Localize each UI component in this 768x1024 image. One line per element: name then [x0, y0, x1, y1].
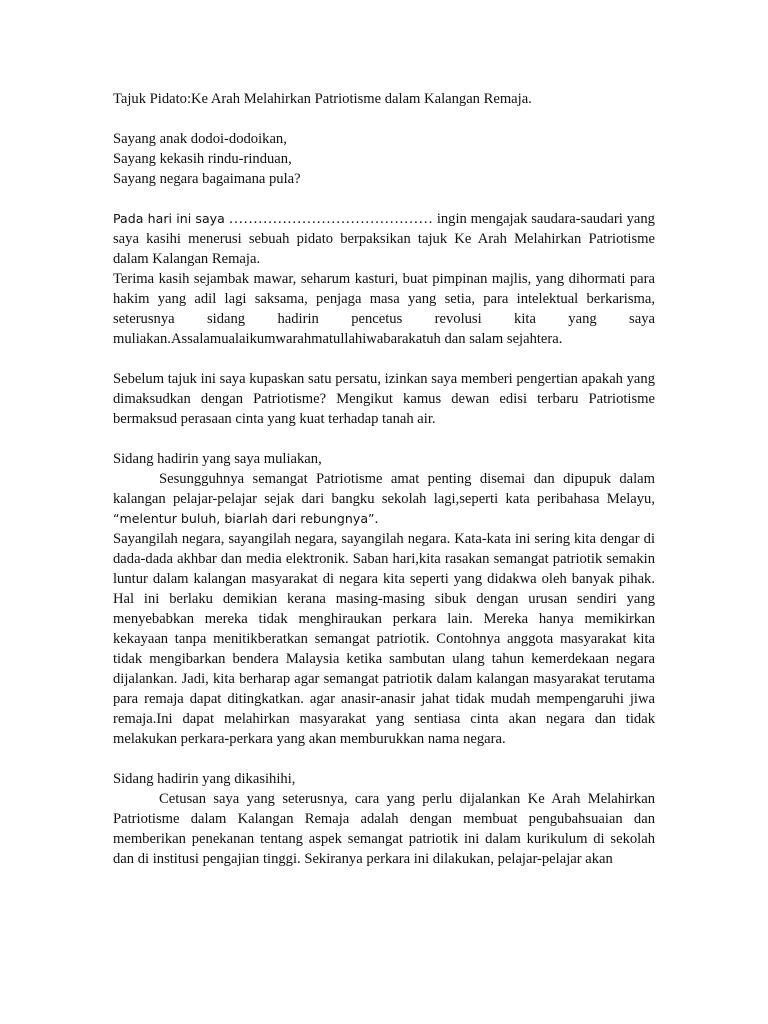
pantun-line: Sayang anak dodoi-dodoikan,: [113, 131, 287, 147]
intro-rest: ingin mengajak saudara-saudari yang saya kasihi menerusi sebuah pidato berpaksikan tajuk Ke Arah Melahirkan Patriotisme dalam Kalangan Remaja.: [113, 211, 655, 267]
pantun-line: Sayang kekasih rindu-rinduan,: [113, 151, 292, 167]
intro-paragraph: [113, 209, 655, 269]
point-two-paragraph: Cetusan saya yang seterusnya, cara yang perlu dijalankan Ke Arah Melahirkan Patriotisme dalam Kalangan Remaja adalah dengan membuat pengubahsuaian dan memberikan penekanan tentang aspek semangat patriotik ini dalam kurikulum di sekolah dan di institusi pengajian tinggi. Sekiranya perkara ini dilakukan, pelajar-pelajar akan: [113, 791, 655, 867]
definition-paragraph: Sebelum tajuk ini saya kupaskan satu persatu, izinkan saya memberi pengertian apakah yang dimaksudkan dengan Patriotisme? Mengikut kamus dewan edisi terbaru Patriotisme bermaksud perasaan cinta yang kuat terhadap tanah air.: [113, 371, 655, 427]
point-one-paragraph: [113, 469, 655, 529]
spacer: [113, 109, 655, 129]
spacer: [113, 189, 655, 209]
spacer: [113, 429, 655, 449]
speech-title: Tajuk Pidato:Ke Arah Melahirkan Patriotisme dalam Kalangan Remaja.: [113, 91, 532, 107]
spacer: [113, 749, 655, 769]
salutation-heading: Sidang hadirin yang dikasihihi,: [113, 771, 296, 787]
pantun-verse: [113, 129, 655, 189]
proverb-quote: “melentur buluh, biarlah dari rebungnya”: [113, 511, 375, 526]
salutation-heading: Sidang hadirin yang saya muliakan,: [113, 451, 322, 467]
pantun-line: Sayang negara bagaimana pula?: [113, 171, 301, 187]
intro-lead: Pada hari ini saya: [113, 211, 225, 226]
document-page: [113, 89, 655, 869]
name-blank: ……………………………………: [228, 211, 433, 227]
spacer: [113, 349, 655, 369]
point-one-text: Sesungguhnya semangat Patriotisme amat penting disemai dan dipupuk dalam kalangan pelajar-pelajar sejak dari bangku sekolah lagi,seperti kata peribahasa Melayu,: [113, 471, 655, 507]
greeting-paragraph: Terima kasih sejambak mawar, seharum kasturi, buat pimpinan majlis, yang dihormati para hakim yang adil lagi saksama, penjaga masa yang setia, para intelektual berkarisma, seterusnya sidang hadirin pencetus revolusi kita yang saya muliakan.Assalamualaikumwarahmatullahiwabarakatuh dan salam sejahtera.: [113, 271, 655, 347]
body-paragraph: Sayangilah negara, sayangilah negara, sayangilah negara. Kata-kata ini sering kita dengar di dada-dada akhbar dan media elektronik. Saban hari,kita rasakan semangat patriotik semakin luntur dalam kalangan masyarakat di negara kita seperti yang didakwa oleh banyak pihak. Hal ini berlaku demikian kerana masing-masing sibuk dengan urusan sendiri yang menyebabkan mereka tidak menghiraukan perkara lain. Mereka hanya memikirkan kekayaan tanpa menitikberatkan semangat patriotik. Contohnya anggota masyarakat kita tidak mengibarkan bendera Malaysia ketika sambutan ulang tahun kemerdekaan negara dijalankan. Jadi, kita berharap agar semangat patriotik dalam kalangan masyarakat terutama para remaja dapat ditingkatkan. agar anasir-anasir jahat tidak mudah mempengaruhi jiwa remaja.Ini dapat melahirkan masyarakat yang sentiasa cinta akan negara dan tidak melakukan perkara-perkara yang akan memburukkan nama negara.: [113, 531, 655, 747]
point-one-end: .: [374, 511, 379, 527]
